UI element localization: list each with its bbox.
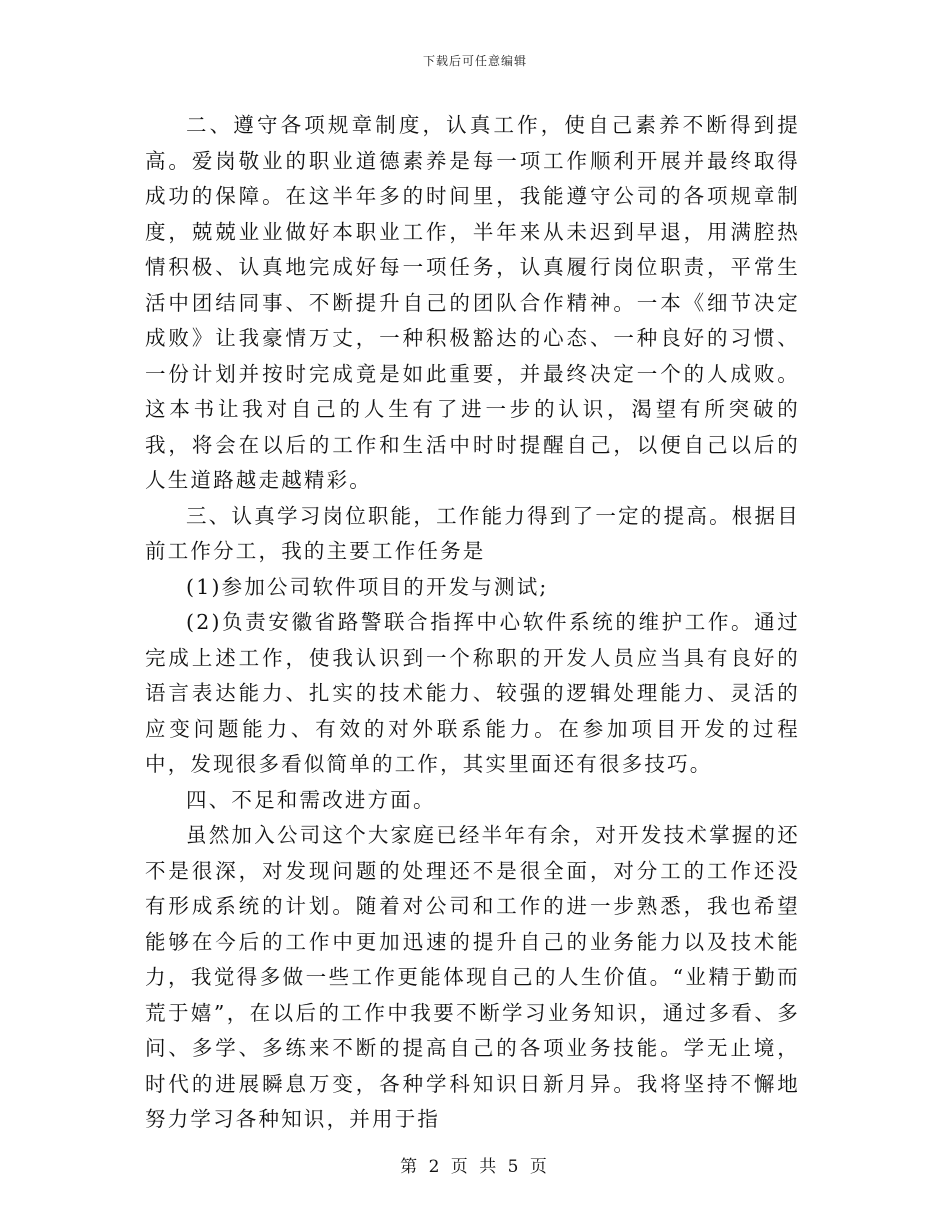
paragraph-task-1: (1)参加公司软件项目的开发与测试;	[186, 574, 549, 599]
paragraph-learning: 三、认真学习岗位职能，工作能力得到了一定的提高。根据目前工作分工，我的主要工作任务是	[145, 503, 800, 563]
page-number: 第 2 页 共 5 页	[400, 1157, 550, 1177]
paragraph-shortcomings-heading: 四、不足和需改进方面。	[186, 787, 436, 812]
paragraph-task-2: (2)负责安徽省路警联合指挥中心软件系统的维护工作。通过完成上述工作，使我认识到一个称职的开发人员应当具有良好的语言表达能力、扎实的技术能力、较强的逻辑处理能力、灵活的应变问题能力、有效的对外联系能力。在参加项目开发的过程中，发现很多看似简单的工作，其实里面还有很多技巧。	[145, 610, 800, 776]
paragraph-rules: 二、遵守各项规章制度，认真工作，使自己素养不断得到提高。爱岗敬业的职业道德素养是每一项工作顺利开展并最终取得成功的保障。在这半年多的时间里，我能遵守公司的各项规章制度，兢兢业业做好本职业工作，半年来从未迟到早退，用满腔热情积极、认真地完成好每一项任务，认真履行岗位职责，平常生活中团结同事、不断提升自己的团队合作精神。一本《细节决定成败》让我豪情万丈，一种积极豁达的心态、一种良好的习惯、一份计划并按时完成竟是如此重要，并最终决定一个的人成败。这本书让我对自己的人生有了进一步的认识，渴望有所突破的我，将会在以后的工作和生活中时时提醒自己，以便自己以后的人生道路越走越精彩。	[145, 113, 800, 492]
document-body	[145, 108, 800, 1138]
paragraph-shortcomings: 虽然加入公司这个大家庭已经半年有余，对开发技术掌握的还不是很深，对发现问题的处理还不是很全面，对分工的工作还没有形成系统的计划。随着对公司和工作的进一步熟悉，我也希望能够在今后的工作中更加迅速的提升自己的业务能力以及技术能力，我觉得多做一些工作更能体现自己的人生价值。“业精于勤而荒于嬉”，在以后的工作中我要不断学习业务知识，通过多看、多问、多学、多练来不断的提高自己的各项业务技能。学无止境，时代的进展瞬息万变，各种学科知识日新月异。我将坚持不懈地努力学习各种知识，并用于指	[145, 823, 800, 1131]
page-header: 下载后可任意编辑	[422, 54, 527, 68]
